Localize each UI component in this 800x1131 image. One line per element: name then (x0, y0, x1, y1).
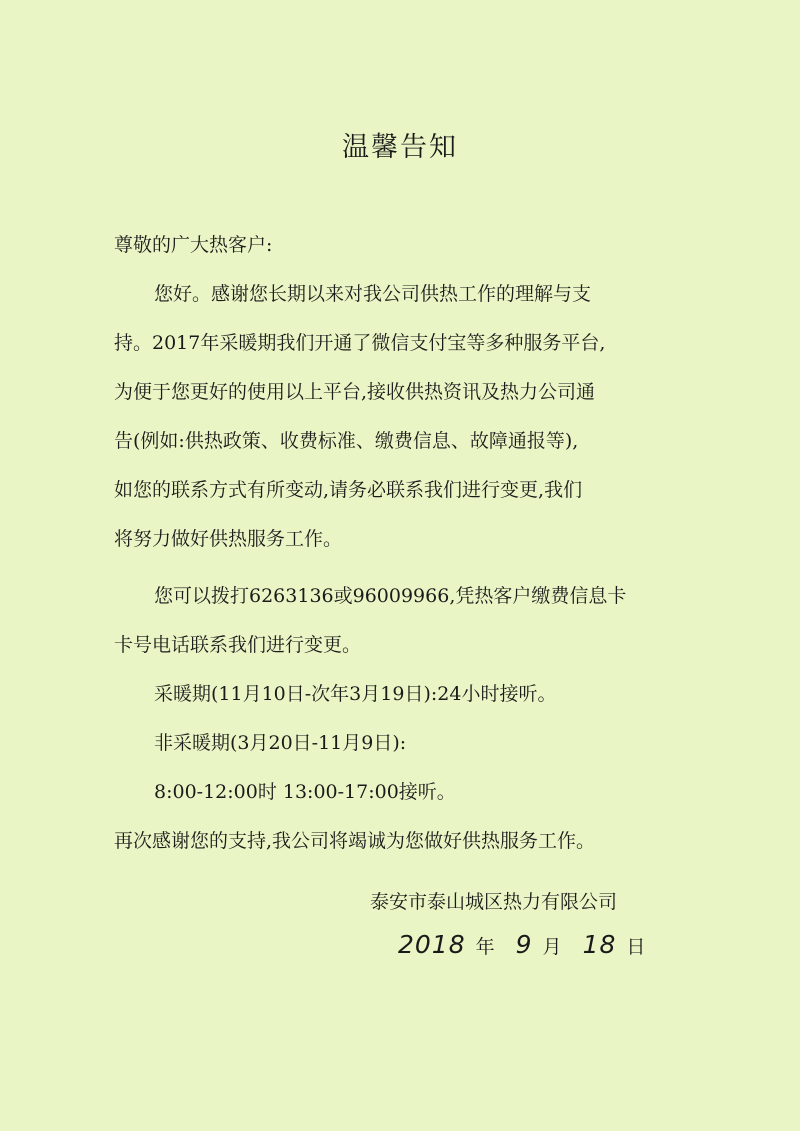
date-year: 2018 (398, 930, 466, 959)
paragraph2-line: 卡号电话联系我们进行变更。 (114, 634, 362, 656)
hours-line: 8:00-12:00时 13:00-17:00接听。 (154, 781, 456, 803)
heating-period-line: 采暖期(11月10日-次年3月19日):24小时接听。 (154, 683, 557, 705)
paragraph1-line: 您好。感谢您长期以来对我公司供热工作的理解与支 (154, 283, 592, 305)
paragraph1-line: 如您的联系方式有所变动,请务必联系我们进行变更,我们 (114, 479, 583, 501)
date-year-char: 年 (475, 936, 496, 958)
signature-company: 泰安市泰山城区热力有限公司 (370, 891, 618, 913)
date-day: 18 (582, 930, 617, 959)
paragraph1-line: 持。2017年采暖期我们开通了微信支付宝等多种服务平台, (114, 332, 606, 354)
date-month-char: 月 (542, 936, 563, 958)
non-heating-period-line: 非采暖期(3月20日-11月9日): (154, 732, 407, 754)
notice-body (114, 225, 694, 870)
paragraph1-line: 为便于您更好的使用以上平台,接收供热资讯及热力公司通 (114, 381, 596, 403)
date-month: 9 (515, 930, 533, 959)
handwritten-date (398, 925, 646, 967)
paragraph1-line: 将努力做好供热服务工作。 (114, 528, 343, 550)
date-day-char: 日 (626, 936, 647, 958)
salutation: 尊敬的广大热客户: (114, 234, 273, 256)
paragraph1-line: 告(例如:供热政策、收费标准、缴费信息、故障通报等), (114, 430, 579, 452)
paragraph2-line: 您可以拨打6263136或96009966,凭热客户缴费信息卡 (154, 585, 627, 607)
closing-line: 再次感谢您的支持,我公司将竭诚为您做好供热服务工作。 (114, 830, 596, 852)
notice-title: 温馨告知 (342, 132, 458, 163)
